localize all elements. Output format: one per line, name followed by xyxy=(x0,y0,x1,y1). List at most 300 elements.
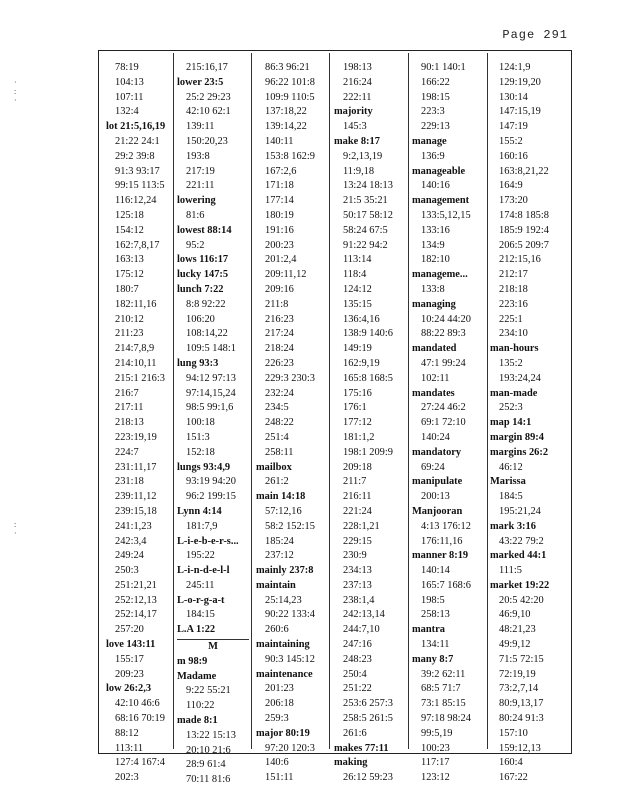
index-term: m 98:9 xyxy=(177,655,208,667)
index-reference: 167:22 xyxy=(499,772,528,784)
index-column-2 xyxy=(177,61,249,788)
index-term: L.A 1:22 xyxy=(177,624,216,636)
column-divider xyxy=(329,53,330,749)
index-reference: 212:17 xyxy=(499,269,528,281)
index-reference: 137:18,22 xyxy=(265,106,307,118)
index-reference: 259:3 xyxy=(265,713,289,725)
index-reference: 216:7 xyxy=(115,387,139,399)
column-divider xyxy=(251,53,252,749)
index-reference: 222:11 xyxy=(343,91,372,103)
index-reference: 109:9 110:5 xyxy=(265,91,315,103)
index-reference: 132:4 xyxy=(115,106,139,118)
index-reference: 216:11 xyxy=(343,491,372,503)
index-reference: 147:15,19 xyxy=(499,106,541,118)
index-reference: 107:11 xyxy=(115,91,144,103)
index-reference: 185:9 192:4 xyxy=(499,224,549,236)
index-term: maintaining xyxy=(256,639,310,651)
index-reference: 43:22 79:2 xyxy=(499,535,544,547)
index-reference: 234:13 xyxy=(343,565,372,577)
index-reference: 150:20,23 xyxy=(186,135,228,147)
index-reference: 209:16 xyxy=(265,283,294,295)
index-reference: 231:18 xyxy=(115,476,144,488)
index-reference: 58:24 67:5 xyxy=(343,224,388,236)
index-reference: 69:24 xyxy=(421,461,445,473)
index-reference: 133:5,12,15 xyxy=(421,209,471,221)
index-reference: 9:2,13,19 xyxy=(343,150,383,162)
index-reference: 225:1 xyxy=(499,313,523,325)
index-reference: 176:1 xyxy=(343,402,367,414)
index-reference: 159:12,13 xyxy=(499,742,541,754)
index-reference: 111:5 xyxy=(499,565,522,577)
index-reference: 224:7 xyxy=(115,446,139,458)
index-reference: 221:24 xyxy=(343,505,372,517)
margin-mark: : · xyxy=(14,520,17,538)
index-reference: 201:23 xyxy=(265,683,294,695)
index-reference: 27:24 46:2 xyxy=(421,402,466,414)
index-term: make 8:17 xyxy=(334,135,380,147)
index-term: manageme... xyxy=(412,269,468,281)
index-reference: 155:2 xyxy=(499,135,523,147)
index-reference: 185:24 xyxy=(265,535,294,547)
index-reference: 211:23 xyxy=(115,328,144,340)
index-reference: 13:24 18:13 xyxy=(343,180,393,192)
index-reference: 118:4 xyxy=(343,269,367,281)
index-reference: 140:6 xyxy=(265,757,289,769)
index-reference: 228:1,21 xyxy=(343,520,380,532)
index-reference: 123:12 xyxy=(421,772,450,784)
index-reference: 209:23 xyxy=(115,668,144,680)
index-reference: 140:11 xyxy=(265,135,294,147)
index-reference: 95:2 xyxy=(186,239,205,251)
index-term: L-i-e-b-e-r-s... xyxy=(177,535,239,547)
index-reference: 182:11,16 xyxy=(115,298,157,310)
index-reference: 216:23 xyxy=(265,313,294,325)
index-reference: 46:12 xyxy=(499,461,523,473)
index-term: market 19:22 xyxy=(490,579,550,591)
index-reference: 8:8 92:22 xyxy=(186,298,226,310)
index-reference: 127:4 167:4 xyxy=(115,757,165,769)
index-reference: 242:3,4 xyxy=(115,535,147,547)
index-reference: 252:14,17 xyxy=(115,609,157,621)
index-term: margin 89:4 xyxy=(490,431,544,443)
index-reference: 100:23 xyxy=(421,742,450,754)
index-reference: 108:14,22 xyxy=(186,328,228,340)
index-reference: 202:3 xyxy=(115,772,139,784)
index-reference: 249:24 xyxy=(115,550,144,562)
index-reference: 261:6 xyxy=(343,727,367,739)
index-reference: 88:22 89:3 xyxy=(421,328,466,340)
index-reference: 239:15,18 xyxy=(115,505,157,517)
index-reference: 212:15,16 xyxy=(499,254,541,266)
index-reference: 165:8 168:5 xyxy=(343,372,393,384)
index-reference: 252:3 xyxy=(499,402,523,414)
index-reference: 4:13 176:12 xyxy=(421,520,471,532)
index-reference: 206:18 xyxy=(265,698,294,710)
index-reference: 210:12 xyxy=(115,313,144,325)
index-reference: 218:18 xyxy=(499,283,528,295)
index-reference: 195:22 xyxy=(186,550,215,562)
index-reference: 248:23 xyxy=(343,653,372,665)
index-term: man-made xyxy=(490,387,538,399)
index-term: lunch 7:22 xyxy=(177,283,224,295)
index-reference: 167:2,6 xyxy=(265,165,297,177)
index-term: lucky 147:5 xyxy=(177,269,229,281)
index-reference: 96:2 199:15 xyxy=(186,491,236,503)
index-reference: 163:13 xyxy=(115,254,144,266)
index-term: lung 93:3 xyxy=(177,357,219,369)
index-reference: 39:2 62:11 xyxy=(421,668,466,680)
index-term: managing xyxy=(412,298,456,310)
index-reference: 42:10 62:1 xyxy=(186,106,231,118)
index-reference: 258:13 xyxy=(421,609,450,621)
index-reference: 200:13 xyxy=(421,491,450,503)
index-reference: 97:18 98:24 xyxy=(421,713,471,725)
index-reference: 234:5 xyxy=(265,402,289,414)
index-reference: 70:11 81:6 xyxy=(186,774,231,786)
index-term: man-hours xyxy=(490,343,539,355)
index-reference: 153:8 162:9 xyxy=(265,150,315,162)
index-reference: 133:16 xyxy=(421,224,450,236)
index-reference: 96:22 101:8 xyxy=(265,76,315,88)
index-reference: 177:14 xyxy=(265,195,294,207)
index-reference: 221:11 xyxy=(186,180,215,192)
index-reference: 177:12 xyxy=(343,417,372,429)
index-reference: 180:7 xyxy=(115,283,139,295)
index-reference: 29:2 39:8 xyxy=(115,150,155,162)
index-term: lowest 88:14 xyxy=(177,224,232,236)
index-term: mantra xyxy=(412,624,445,636)
index-reference: 130:14 xyxy=(499,91,528,103)
index-reference: 209:11,12 xyxy=(265,269,307,281)
index-reference: 164:9 xyxy=(499,180,523,192)
index-term: L-o-r-g-a-t xyxy=(177,594,225,606)
index-reference: 71:5 72:15 xyxy=(499,653,544,665)
index-reference: 230:9 xyxy=(343,550,367,562)
index-reference: 147:19 xyxy=(499,121,528,133)
index-reference: 214:10,11 xyxy=(115,357,157,369)
index-reference: 99:5,19 xyxy=(421,727,453,739)
index-reference: 68:5 71:7 xyxy=(421,683,461,695)
index-reference: 25:14,23 xyxy=(265,594,302,606)
index-reference: 50:17 58:12 xyxy=(343,209,393,221)
index-table xyxy=(98,50,572,786)
index-term: margins 26:2 xyxy=(490,446,549,458)
index-reference: 237:12 xyxy=(265,550,294,562)
index-term: marked 44:1 xyxy=(490,550,547,562)
index-reference: 229:15 xyxy=(343,535,372,547)
index-column-1 xyxy=(106,61,178,786)
index-reference: 154:12 xyxy=(115,224,144,236)
index-reference: 182:10 xyxy=(421,254,450,266)
index-reference: 139:11 xyxy=(186,121,215,133)
index-reference: 261:2 xyxy=(265,476,289,488)
index-term: manage xyxy=(412,135,447,147)
index-column-3 xyxy=(256,61,328,786)
index-reference: 136:4,16 xyxy=(343,313,380,325)
index-reference: 20:5 42:20 xyxy=(499,594,544,606)
index-term: Manjooran xyxy=(412,505,463,517)
index-reference: 90:1 140:1 xyxy=(421,62,466,73)
index-reference: 135:15 xyxy=(343,298,372,310)
index-reference: 133:8 xyxy=(421,283,445,295)
index-column-4 xyxy=(334,61,406,786)
index-reference: 113:14 xyxy=(343,254,372,266)
index-reference: 223:3 xyxy=(421,106,445,118)
index-term: Lynn 4:14 xyxy=(177,505,222,517)
index-reference: 198:15 xyxy=(421,91,450,103)
index-reference: 217:11 xyxy=(115,402,144,414)
index-term: lower 23:5 xyxy=(177,76,224,88)
index-reference: 195:21,24 xyxy=(499,505,541,517)
index-reference: 258:11 xyxy=(265,446,294,458)
index-reference: 57:12,16 xyxy=(265,505,302,517)
index-term: mainly 237:8 xyxy=(256,565,314,577)
index-term: Marissa xyxy=(490,476,526,488)
index-reference: 125:18 xyxy=(115,209,144,221)
index-reference: 250:4 xyxy=(343,668,367,680)
index-term: makes 77:11 xyxy=(334,742,389,754)
index-reference: 124:12 xyxy=(343,283,372,295)
index-reference: 113:11 xyxy=(115,742,144,754)
index-reference: 215:1 216:3 xyxy=(115,372,165,384)
index-reference: 73:1 85:15 xyxy=(421,698,466,710)
index-term: mailbox xyxy=(256,461,292,473)
index-reference: 99:15 113:5 xyxy=(115,180,165,192)
index-reference: 184:5 xyxy=(499,491,523,503)
index-reference: 151:11 xyxy=(265,772,294,784)
index-term: main 14:18 xyxy=(256,491,306,503)
index-reference: 72:19,19 xyxy=(499,668,536,680)
index-reference: 21:22 24:1 xyxy=(115,135,160,147)
index-term: majority xyxy=(334,106,373,118)
index-reference: 10:24 44:20 xyxy=(421,313,471,325)
index-term: mandates xyxy=(412,387,455,399)
index-reference: 157:10 xyxy=(499,727,528,739)
index-reference: 73:2,7,14 xyxy=(499,683,539,695)
index-reference: 247:16 xyxy=(343,639,372,651)
index-reference: 250:3 xyxy=(115,565,139,577)
index-reference: 173:20 xyxy=(499,195,528,207)
index-reference: 25:2 29:23 xyxy=(186,91,231,103)
index-term: manner 8:19 xyxy=(412,550,469,562)
index-reference: 152:18 xyxy=(186,446,215,458)
index-reference: 252:12,13 xyxy=(115,594,157,606)
section-letter: M xyxy=(177,639,249,655)
index-reference: 257:20 xyxy=(115,624,144,636)
index-reference: 229:3 230:3 xyxy=(265,372,315,384)
index-reference: 193:24,24 xyxy=(499,372,541,384)
index-reference: 58:2 152:15 xyxy=(265,520,315,532)
index-reference: 163:8,21,22 xyxy=(499,165,549,177)
index-reference: 48:21,23 xyxy=(499,624,536,636)
index-reference: 140:14 xyxy=(421,565,450,577)
index-reference: 97:14,15,24 xyxy=(186,387,236,399)
index-reference: 237:13 xyxy=(343,579,372,591)
index-reference: 226:23 xyxy=(265,357,294,369)
index-reference: 88:12 xyxy=(115,727,139,739)
index-reference: 238:1,4 xyxy=(343,594,375,606)
index-reference: 211:7 xyxy=(343,476,367,488)
index-reference: 245:11 xyxy=(186,579,215,591)
index-reference: 231:11,17 xyxy=(115,461,157,473)
index-reference: 171:18 xyxy=(265,180,294,192)
index-reference: 211:8 xyxy=(265,298,289,310)
index-term: major 80:19 xyxy=(256,727,310,739)
index-reference: 124:1,9 xyxy=(499,62,531,73)
index-reference: 140:24 xyxy=(421,431,450,443)
index-reference: 193:8 xyxy=(186,150,210,162)
index-term: low 26:2,3 xyxy=(106,683,152,695)
index-reference: 90:3 145:12 xyxy=(265,653,315,665)
index-term: management xyxy=(412,195,470,207)
index-reference: 209:18 xyxy=(343,461,372,473)
index-reference: 248:22 xyxy=(265,417,294,429)
index-reference: 244:7,10 xyxy=(343,624,380,636)
index-reference: 216:24 xyxy=(343,76,372,88)
index-reference: 97:20 120:3 xyxy=(265,742,315,754)
index-reference: 116:12,24 xyxy=(115,195,157,207)
index-reference: 91:3 93:17 xyxy=(115,165,160,177)
index-term: L-i-n-d-e-l-l xyxy=(177,565,230,577)
index-term: mandated xyxy=(412,343,457,355)
index-term: lungs 93:4,9 xyxy=(177,461,231,473)
index-reference: 129:19,20 xyxy=(499,76,541,88)
index-reference: 134:9 xyxy=(421,239,445,251)
index-reference: 151:3 xyxy=(186,431,210,443)
index-term: made 8:1 xyxy=(177,715,218,727)
index-term: love 143:11 xyxy=(106,639,156,651)
index-reference: 9:22 55:21 xyxy=(186,685,231,697)
index-reference: 47:1 99:24 xyxy=(421,357,466,369)
index-reference: 98:5 99:1,6 xyxy=(186,402,234,414)
index-reference: 90:22 133:4 xyxy=(265,609,315,621)
index-column-6 xyxy=(490,61,562,786)
index-reference: 46:9,10 xyxy=(499,609,531,621)
index-reference: 100:18 xyxy=(186,417,215,429)
index-reference: 106:20 xyxy=(186,313,215,325)
index-reference: 160:4 xyxy=(499,757,523,769)
index-reference: 251:21,21 xyxy=(115,579,157,591)
index-reference: 26:12 59:23 xyxy=(343,772,393,784)
index-reference: 13:22 15:13 xyxy=(186,729,236,741)
index-reference: 232:24 xyxy=(265,387,294,399)
index-reference: 198:13 xyxy=(343,62,372,73)
index-reference: 139:14,22 xyxy=(265,121,307,133)
index-reference: 102:11 xyxy=(421,372,450,384)
index-term: maintain xyxy=(256,579,296,591)
index-reference: 215:16,17 xyxy=(186,62,228,73)
index-reference: 69:1 72:10 xyxy=(421,417,466,429)
index-reference: 175:16 xyxy=(343,387,372,399)
index-reference: 241:1,23 xyxy=(115,520,152,532)
index-reference: 81:6 xyxy=(186,209,205,221)
index-term: lowering xyxy=(177,195,216,207)
index-reference: 165:7 168:6 xyxy=(421,579,471,591)
index-reference: 86:3 96:21 xyxy=(265,62,310,73)
page-number: Page 291 xyxy=(502,28,568,42)
index-reference: 200:23 xyxy=(265,239,294,251)
index-reference: 201:2,4 xyxy=(265,254,297,266)
index-reference: 11:9,18 xyxy=(343,165,375,177)
index-term: manageable xyxy=(412,165,466,177)
index-reference: 20:10 21:6 xyxy=(186,744,231,756)
index-reference: 198:5 xyxy=(421,594,445,606)
index-term: lot 21:5,16,19 xyxy=(106,121,166,133)
index-reference: 117:17 xyxy=(421,757,450,769)
index-reference: 181:1,2 xyxy=(343,431,375,443)
index-reference: 242:13,14 xyxy=(343,609,385,621)
index-reference: 110:22 xyxy=(186,700,215,712)
index-term: many 8:7 xyxy=(412,653,454,665)
index-reference: 93:19 94:20 xyxy=(186,476,236,488)
index-reference: 253:6 257:3 xyxy=(343,698,393,710)
index-reference: 80:9,13,17 xyxy=(499,698,544,710)
index-reference: 140:16 xyxy=(421,180,450,192)
index-reference: 162:7,8,17 xyxy=(115,239,160,251)
index-reference: 180:19 xyxy=(265,209,294,221)
index-reference: 239:11,12 xyxy=(115,491,157,503)
index-reference: 214:7,8,9 xyxy=(115,343,155,355)
index-reference: 94:12 97:13 xyxy=(186,372,236,384)
index-reference: 155:17 xyxy=(115,653,144,665)
index-reference: 191:16 xyxy=(265,224,294,236)
index-reference: 160:16 xyxy=(499,150,528,162)
margin-mark: · : · xyxy=(14,78,17,105)
index-reference: 42:10 46:6 xyxy=(115,698,160,710)
index-reference: 184:15 xyxy=(186,609,215,621)
index-reference: 217:19 xyxy=(186,165,215,177)
index-reference: 260:6 xyxy=(265,624,289,636)
index-reference: 91:22 94:2 xyxy=(343,239,388,251)
index-term: manipulate xyxy=(412,476,463,488)
index-reference: 176:11,16 xyxy=(421,535,463,547)
index-reference: 80:24 91:3 xyxy=(499,713,544,725)
index-term: mark 3:16 xyxy=(490,520,536,532)
index-reference: 104:13 xyxy=(115,76,144,88)
index-reference: 198:1 209:9 xyxy=(343,446,393,458)
index-reference: 229:13 xyxy=(421,121,450,133)
index-reference: 218:13 xyxy=(115,417,144,429)
index-reference: 136:9 xyxy=(421,150,445,162)
index-reference: 181:7,9 xyxy=(186,520,218,532)
index-reference: 174:8 185:8 xyxy=(499,209,549,221)
column-divider xyxy=(408,53,409,749)
index-term: lows 116:17 xyxy=(177,254,229,266)
index-reference: 135:2 xyxy=(499,357,523,369)
index-reference: 21:5 35:21 xyxy=(343,195,388,207)
index-reference: 149:19 xyxy=(343,343,372,355)
index-reference: 175:12 xyxy=(115,269,144,281)
index-column-5 xyxy=(412,61,484,786)
index-term: map 14:1 xyxy=(490,417,532,429)
index-reference: 218:24 xyxy=(265,343,294,355)
index-reference: 145:3 xyxy=(343,121,367,133)
index-term: maintenance xyxy=(256,668,313,680)
index-term: making xyxy=(334,757,368,769)
index-reference: 258:5 261:5 xyxy=(343,713,393,725)
index-reference: 223:16 xyxy=(499,298,528,310)
index-reference: 162:9,19 xyxy=(343,357,380,369)
index-reference: 49:9,12 xyxy=(499,639,531,651)
index-reference: 28:9 61:4 xyxy=(186,759,226,771)
index-reference: 134:11 xyxy=(421,639,450,651)
index-reference: 206:5 209:7 xyxy=(499,239,549,251)
index-reference: 68:16 70:19 xyxy=(115,713,165,725)
index-term: Madame xyxy=(177,670,217,682)
column-divider xyxy=(173,53,174,749)
column-divider xyxy=(487,53,488,749)
index-reference: 78:19 xyxy=(115,62,139,73)
